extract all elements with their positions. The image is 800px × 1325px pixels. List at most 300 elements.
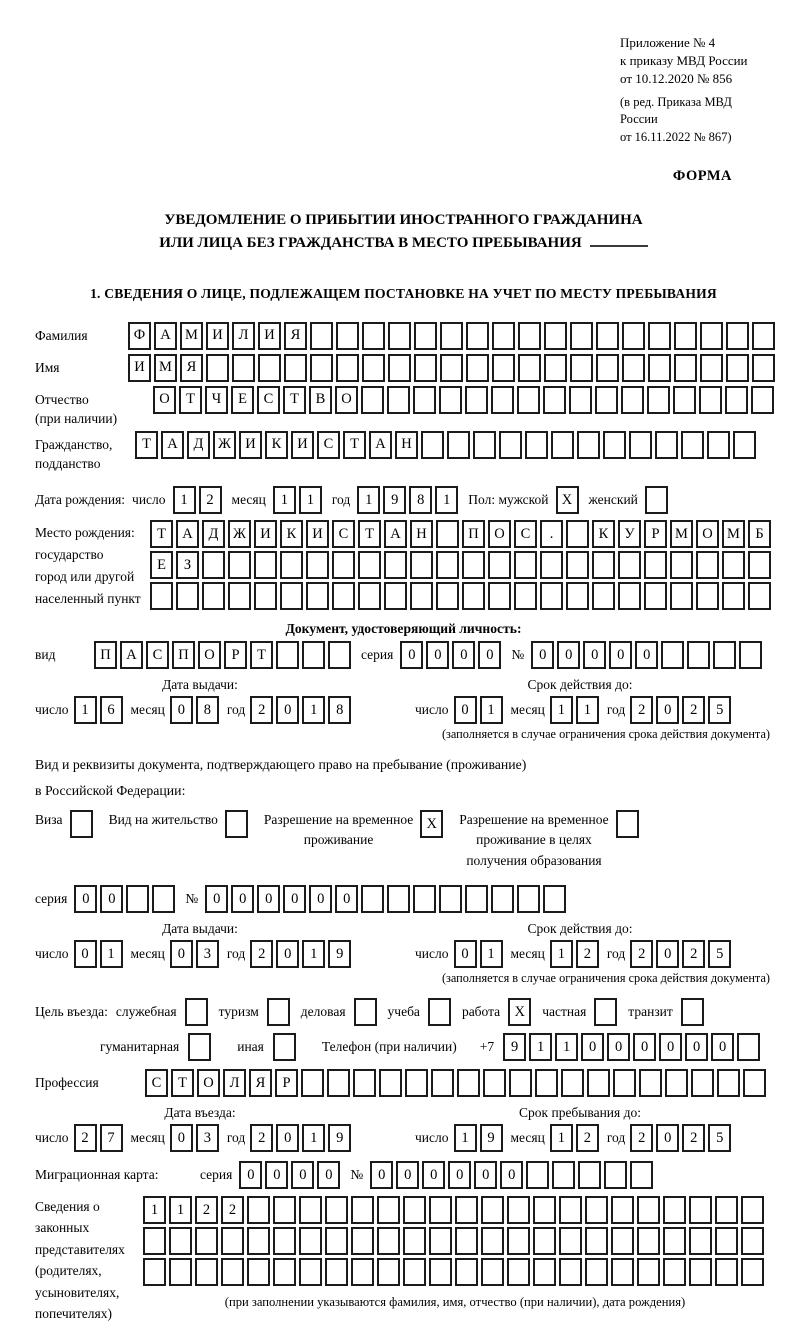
patronymic-row — [35, 386, 772, 429]
representatives-block — [35, 1196, 772, 1325]
char-cell — [621, 386, 644, 414]
char-cell — [152, 885, 175, 913]
char-cell — [696, 582, 719, 610]
char-cell: Я — [180, 354, 203, 382]
purpose-tourism-checkbox — [267, 998, 293, 1026]
stay-month-cells — [550, 1124, 602, 1152]
identity-doc-dates — [35, 677, 772, 742]
char-cell — [273, 1227, 296, 1255]
char-cell — [663, 1227, 686, 1255]
residence-valid-col — [415, 921, 772, 986]
month-label: месяц — [510, 945, 545, 961]
residence-issue-heading: Дата выдачи: — [162, 920, 238, 936]
visit-purpose-row — [35, 998, 772, 1026]
char-cell — [387, 885, 410, 913]
char-cell: М — [670, 520, 693, 548]
char-cell: 2 — [630, 696, 653, 724]
sex-male-label: Пол: мужской — [468, 491, 549, 507]
birth-month-cells — [273, 486, 325, 514]
purpose-private-label: частная — [542, 1003, 587, 1019]
char-cell — [414, 354, 437, 382]
char-cell: 0 — [276, 696, 299, 724]
birth-place-row3 — [150, 582, 774, 610]
char-cell — [440, 354, 463, 382]
char-cell: И — [291, 431, 314, 459]
char-cell — [533, 1258, 556, 1286]
day-label: число — [415, 1129, 449, 1145]
char-cell: А — [384, 520, 407, 548]
sex-female-label: женский — [588, 491, 638, 507]
char-cell: Л — [223, 1069, 246, 1097]
char-cell: 0 — [335, 885, 358, 913]
char-cell — [481, 1258, 504, 1286]
char-cell — [717, 1069, 740, 1097]
char-cell: 2 — [682, 696, 705, 724]
char-cell — [725, 386, 748, 414]
char-cell — [387, 386, 410, 414]
char-cell — [570, 354, 593, 382]
char-cell: 0 — [581, 1033, 604, 1061]
char-cell — [752, 354, 775, 382]
char-cell: С — [317, 431, 340, 459]
residence-doc-series-row — [35, 885, 772, 913]
char-cell: 0 — [478, 641, 501, 669]
char-cell: С — [146, 641, 169, 669]
char-cell: 1 — [529, 1033, 552, 1061]
representatives-label: Сведения о законных представителях (родителях, усыновителях, попечителях) — [35, 1198, 125, 1322]
char-cell — [455, 1196, 478, 1224]
char-cell — [518, 322, 541, 350]
char-cell — [384, 551, 407, 579]
char-cell — [143, 1227, 166, 1255]
char-cell — [618, 551, 641, 579]
visa-option — [35, 810, 96, 838]
char-cell — [613, 1069, 636, 1097]
residence-issue-month-cells — [170, 940, 222, 968]
char-cell — [379, 1069, 402, 1097]
char-cell: 0 — [370, 1161, 393, 1189]
char-cell — [639, 1069, 662, 1097]
form-title-line2: ИЛИ ЛИЦА БЕЗ ГРАЖДАНСТВА В МЕСТО ПРЕБЫВАНИЯ — [35, 232, 772, 255]
char-cell — [655, 431, 678, 459]
issue-date-col — [35, 677, 415, 742]
char-cell: 0 — [170, 1124, 193, 1152]
char-cell: 5 — [708, 940, 731, 968]
char-cell — [535, 1069, 558, 1097]
char-cell — [733, 431, 756, 459]
char-cell: 1 — [435, 486, 458, 514]
char-cell — [221, 1227, 244, 1255]
char-cell — [254, 551, 277, 579]
rvp-education-checkbox — [616, 810, 642, 838]
entry-year-cells — [250, 1124, 354, 1152]
valid-year-cells — [630, 696, 734, 724]
birth-place-row1 — [150, 520, 774, 548]
char-cell — [611, 1258, 634, 1286]
char-cell — [273, 1033, 296, 1061]
char-cell — [414, 322, 437, 350]
char-cell: 0 — [265, 1161, 288, 1189]
char-cell: И — [258, 322, 281, 350]
doc-number-cells — [531, 641, 765, 669]
char-cell: 0 — [583, 641, 606, 669]
char-cell — [70, 810, 93, 838]
char-cell — [150, 582, 173, 610]
citizenship-label: Гражданство, подданство — [35, 436, 113, 472]
char-cell: 1 — [302, 1124, 325, 1152]
char-cell: К — [265, 431, 288, 459]
residence-doc-dates — [35, 921, 772, 986]
form-title-line1: УВЕДОМЛЕНИЕ О ПРИБЫТИИ ИНОСТРАННОГО ГРАЖДАНИНА — [164, 212, 643, 229]
char-cell — [388, 322, 411, 350]
migration-card-label: Миграционная карта: — [35, 1166, 159, 1182]
representatives-row1 — [143, 1196, 767, 1224]
char-cell — [507, 1196, 530, 1224]
visit-purpose-label: Цель въезда: — [35, 1003, 108, 1019]
char-cell — [267, 998, 290, 1026]
char-cell — [351, 1227, 374, 1255]
char-cell — [429, 1258, 452, 1286]
representatives-cells-block — [143, 1196, 767, 1325]
char-cell — [525, 431, 548, 459]
migration-card-row — [35, 1161, 772, 1189]
char-cell — [596, 354, 619, 382]
char-cell — [332, 582, 355, 610]
char-cell — [462, 551, 485, 579]
char-cell: 0 — [633, 1033, 656, 1061]
char-cell — [276, 641, 299, 669]
char-cell — [483, 1069, 506, 1097]
char-cell — [465, 386, 488, 414]
profession-cells — [145, 1069, 769, 1097]
char-cell — [594, 998, 617, 1026]
char-cell — [491, 885, 514, 913]
char-cell — [713, 641, 736, 669]
char-cell: 0 — [283, 885, 306, 913]
char-cell — [492, 322, 515, 350]
char-cell — [596, 322, 619, 350]
char-cell: 0 — [454, 696, 477, 724]
given-name-label: Имя — [35, 359, 60, 375]
month-label: месяц — [130, 1129, 165, 1145]
char-cell: О — [198, 641, 221, 669]
residence-doc-options — [35, 810, 772, 871]
char-cell — [577, 431, 600, 459]
char-cell: Ч — [205, 386, 228, 414]
char-cell — [741, 1196, 764, 1224]
purpose-private-checkbox — [594, 998, 620, 1026]
char-cell — [221, 1258, 244, 1286]
birth-year-cells — [357, 486, 461, 514]
sex-male-checkbox — [556, 486, 582, 514]
char-cell — [481, 1227, 504, 1255]
char-cell — [176, 582, 199, 610]
residence-issue-day-cells — [74, 940, 126, 968]
char-cell — [561, 1069, 584, 1097]
char-cell — [687, 641, 710, 669]
char-cell: 8 — [409, 486, 432, 514]
char-cell — [206, 354, 229, 382]
char-cell — [358, 551, 381, 579]
migration-number-cells — [370, 1161, 656, 1189]
char-cell: 0 — [557, 641, 580, 669]
char-cell — [673, 386, 696, 414]
identity-doc-row — [35, 641, 772, 669]
char-cell: 2 — [250, 696, 273, 724]
rvp-label: Разрешение на временное проживание — [263, 812, 414, 848]
char-cell: 1 — [299, 486, 322, 514]
residence-valid-group — [415, 940, 772, 968]
char-cell: 0 — [291, 1161, 314, 1189]
char-cell: 0 — [170, 940, 193, 968]
char-cell — [592, 551, 615, 579]
char-cell: Я — [284, 322, 307, 350]
char-cell — [618, 582, 641, 610]
char-cell — [566, 582, 589, 610]
purpose-commercial-label: деловая — [300, 1003, 346, 1019]
purpose-humanitarian-checkbox — [188, 1033, 214, 1061]
char-cell — [325, 1196, 348, 1224]
patronymic-cells — [153, 386, 777, 414]
char-cell: П — [462, 520, 485, 548]
char-cell — [689, 1258, 712, 1286]
entry-date-col — [35, 1105, 415, 1152]
char-cell: Т — [150, 520, 173, 548]
patronymic-label: Отчество (при наличии) — [35, 391, 118, 427]
residence-valid-year-cells — [630, 940, 734, 968]
char-cell — [737, 1033, 760, 1061]
char-cell: 0 — [500, 1161, 523, 1189]
char-cell — [748, 582, 771, 610]
purpose-work-checkbox — [508, 998, 534, 1026]
char-cell — [354, 998, 377, 1026]
char-cell — [674, 322, 697, 350]
char-cell — [362, 354, 385, 382]
char-cell: 1 — [480, 696, 503, 724]
char-cell: X — [420, 810, 443, 838]
char-cell: В — [309, 386, 332, 414]
char-cell: 1 — [173, 486, 196, 514]
char-cell — [384, 582, 407, 610]
char-cell — [661, 641, 684, 669]
char-cell — [585, 1227, 608, 1255]
stay-until-col — [415, 1105, 772, 1152]
stay-until-heading: Срок пребывания до: — [519, 1104, 641, 1120]
char-cell: 0 — [100, 885, 123, 913]
char-cell — [514, 582, 537, 610]
char-cell — [681, 998, 704, 1026]
birth-date-row — [35, 486, 772, 514]
doc-series-label: серия — [361, 646, 394, 662]
char-cell — [413, 386, 436, 414]
char-cell — [663, 1258, 686, 1286]
purpose-study-label: учеба — [387, 1003, 420, 1019]
char-cell: 0 — [454, 940, 477, 968]
char-cell — [428, 998, 451, 1026]
char-cell: 9 — [328, 940, 351, 968]
char-cell — [306, 582, 329, 610]
char-cell: 1 — [302, 696, 325, 724]
char-cell — [751, 386, 774, 414]
char-cell — [361, 386, 384, 414]
migration-series-label: серия — [200, 1166, 233, 1182]
birth-date-label: Дата рождения: — [35, 491, 126, 507]
purpose-other-label: иная — [237, 1038, 264, 1054]
entry-day-cells — [74, 1124, 126, 1152]
char-cell — [566, 520, 589, 548]
char-cell: 0 — [257, 885, 280, 913]
identity-doc-heading: Документ, удостоверяющий личность: — [285, 620, 522, 636]
char-cell: А — [161, 431, 184, 459]
residence-valid-heading: Срок действия до: — [527, 920, 633, 936]
char-cell: 1 — [143, 1196, 166, 1224]
char-cell — [403, 1258, 426, 1286]
char-cell — [696, 551, 719, 579]
char-cell — [622, 354, 645, 382]
char-cell — [126, 885, 149, 913]
char-cell — [299, 1227, 322, 1255]
char-cell: 0 — [396, 1161, 419, 1189]
char-cell — [280, 551, 303, 579]
char-cell: Т — [250, 641, 273, 669]
char-cell: 3 — [196, 940, 219, 968]
char-cell — [466, 354, 489, 382]
birth-place-row2 — [150, 551, 774, 579]
char-cell: 0 — [656, 1124, 679, 1152]
char-cell: Т — [171, 1069, 194, 1097]
char-cell — [284, 354, 307, 382]
surname-cells — [128, 322, 778, 350]
day-label: число — [35, 701, 69, 717]
valid-day-cells — [454, 696, 506, 724]
char-cell: 2 — [630, 1124, 653, 1152]
char-cell — [699, 386, 722, 414]
residence-issue-col — [35, 921, 415, 986]
char-cell: К — [280, 520, 303, 548]
char-cell — [559, 1196, 582, 1224]
char-cell — [644, 582, 667, 610]
char-cell — [143, 1258, 166, 1286]
entry-date-heading: Дата въезда: — [164, 1104, 236, 1120]
char-cell — [552, 1161, 575, 1189]
char-cell: О — [153, 386, 176, 414]
char-cell — [388, 354, 411, 382]
char-cell: 9 — [503, 1033, 526, 1061]
revision-reference — [620, 94, 772, 147]
day-label: число — [35, 1129, 69, 1145]
char-cell — [700, 354, 723, 382]
doc-kind-cells — [94, 641, 354, 669]
purpose-work-label: работа — [461, 1003, 501, 1019]
month-label: месяц — [510, 1129, 545, 1145]
char-cell: А — [154, 322, 177, 350]
residence-validity-note: (заполняется в случае ограничения срока действия документа) — [441, 970, 770, 985]
char-cell — [715, 1227, 738, 1255]
char-cell: Т — [179, 386, 202, 414]
char-cell: М — [154, 354, 177, 382]
char-cell — [670, 582, 693, 610]
char-cell — [306, 551, 329, 579]
char-cell: 0 — [474, 1161, 497, 1189]
char-cell — [439, 885, 462, 913]
char-cell — [595, 386, 618, 414]
char-cell: 9 — [328, 1124, 351, 1152]
char-cell: 2 — [682, 1124, 705, 1152]
visa-label: Виза — [35, 812, 63, 828]
visa-checkbox — [70, 810, 96, 838]
char-cell: 2 — [74, 1124, 97, 1152]
char-cell: Б — [748, 520, 771, 548]
issue-month-cells — [170, 696, 222, 724]
char-cell: 1 — [550, 696, 573, 724]
char-cell — [436, 582, 459, 610]
char-cell: Я — [249, 1069, 272, 1097]
char-cell — [325, 1258, 348, 1286]
char-cell — [377, 1258, 400, 1286]
purpose-other-checkbox — [273, 1033, 299, 1061]
char-cell — [644, 551, 667, 579]
char-cell — [353, 1069, 376, 1097]
purpose-humanitarian-label: гуманитарная — [100, 1038, 180, 1054]
year-label: год — [331, 491, 351, 507]
char-cell — [741, 1227, 764, 1255]
char-cell: 0 — [74, 940, 97, 968]
char-cell — [507, 1227, 530, 1255]
char-cell — [629, 431, 652, 459]
char-cell: Ф — [128, 322, 151, 350]
char-cell: С — [514, 520, 537, 548]
char-cell — [491, 386, 514, 414]
issue-day-cells — [74, 696, 126, 724]
char-cell — [247, 1196, 270, 1224]
char-cell — [637, 1258, 660, 1286]
validity-note: (заполняется в случае ограничения срока действия документа) — [441, 726, 770, 741]
char-cell — [327, 1069, 350, 1097]
rvp-education-option — [459, 810, 641, 871]
day-label: число — [132, 491, 166, 507]
char-cell — [748, 551, 771, 579]
char-cell: 1 — [480, 940, 503, 968]
char-cell: 0 — [426, 641, 449, 669]
char-cell — [247, 1227, 270, 1255]
residence-number-label: № — [185, 890, 199, 906]
profession-label: Профессия — [35, 1074, 99, 1090]
valid-month-cells — [550, 696, 602, 724]
char-cell: 0 — [656, 940, 679, 968]
char-cell — [325, 1227, 348, 1255]
char-cell — [689, 1227, 712, 1255]
year-label: год — [606, 1129, 626, 1145]
sex-female-checkbox — [645, 486, 671, 514]
char-cell: 2 — [630, 940, 653, 968]
char-cell — [715, 1258, 738, 1286]
representatives-note: (при заполнении указываются фамилия, имя, отчество (при наличии), дата рождения) — [224, 1294, 686, 1309]
char-cell — [514, 551, 537, 579]
month-label: месяц — [130, 701, 165, 717]
char-cell — [302, 641, 325, 669]
char-cell — [507, 1258, 530, 1286]
day-label: число — [415, 945, 449, 961]
birth-place-block — [35, 520, 772, 613]
char-cell: 5 — [708, 1124, 731, 1152]
char-cell: А — [176, 520, 199, 548]
migration-series-cells — [239, 1161, 343, 1189]
char-cell: 0 — [170, 696, 193, 724]
char-cell: 2 — [195, 1196, 218, 1224]
purpose-business-label: служебная — [115, 1003, 177, 1019]
revision-line: от 16.11.2022 № 867) — [620, 129, 732, 144]
char-cell — [592, 582, 615, 610]
